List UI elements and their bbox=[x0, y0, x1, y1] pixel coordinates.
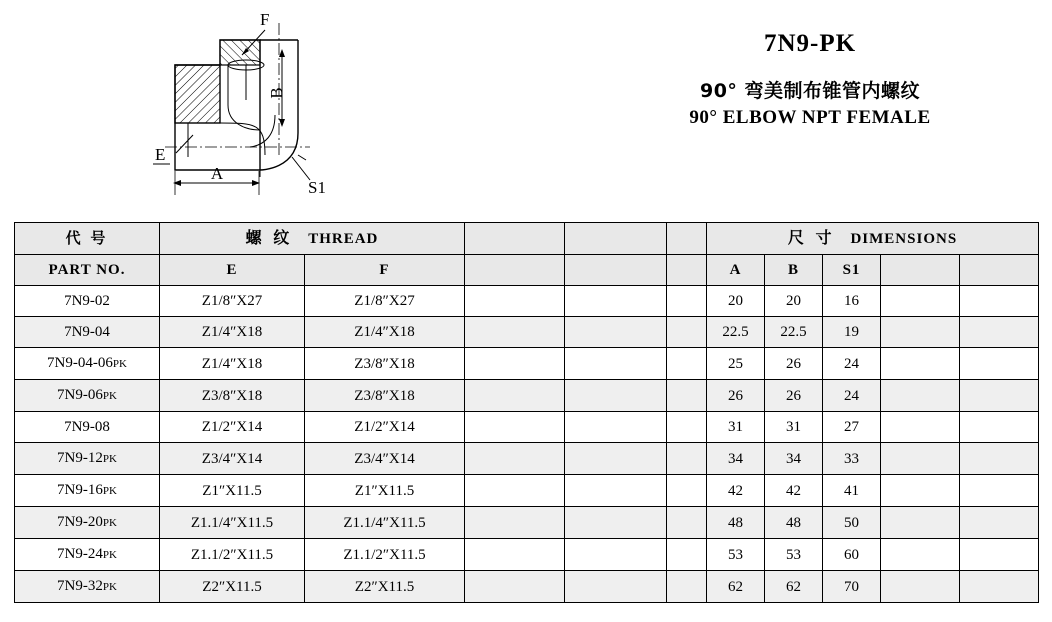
header-part-cn: 代 号 bbox=[15, 223, 160, 255]
cell-blank-3 bbox=[667, 317, 707, 348]
cell-part-no bbox=[15, 475, 160, 507]
part-no-text: 7N9-32 bbox=[57, 578, 103, 594]
header-col-f: F bbox=[305, 255, 465, 286]
cell-thread-e: Z1/4″X18 bbox=[160, 348, 305, 380]
cell-dim-b: 31 bbox=[765, 412, 823, 443]
cell-thread-f: Z1.1/4″X11.5 bbox=[305, 507, 465, 539]
header-dim-cn: 尺 寸 bbox=[787, 228, 835, 247]
label-a: A bbox=[210, 164, 224, 183]
cell-thread-f: Z3/4″X14 bbox=[305, 443, 465, 475]
cell-blank-5 bbox=[960, 286, 1039, 317]
cell-blank-4 bbox=[881, 507, 960, 539]
cell-part-no bbox=[15, 443, 160, 475]
cell-blank-5 bbox=[960, 348, 1039, 380]
header-blank-8 bbox=[960, 255, 1039, 286]
cell-dim-s1: 70 bbox=[823, 571, 881, 603]
cell-blank-3 bbox=[667, 475, 707, 507]
cell-blank-5 bbox=[960, 317, 1039, 348]
cell-blank-2 bbox=[565, 317, 667, 348]
part-no-text: 7N9-20 bbox=[57, 514, 103, 530]
cell-dim-a: 26 bbox=[707, 380, 765, 412]
cell-blank-5 bbox=[960, 507, 1039, 539]
cell-thread-e: Z1″X11.5 bbox=[160, 475, 305, 507]
cell-dim-s1: 24 bbox=[823, 380, 881, 412]
cell-thread-e: Z1/2″X14 bbox=[160, 412, 305, 443]
part-no-suffix: PK bbox=[102, 549, 117, 561]
part-no-text: 7N9-04 bbox=[64, 324, 110, 340]
cell-dim-b: 22.5 bbox=[765, 317, 823, 348]
cell-dim-a: 62 bbox=[707, 571, 765, 603]
cell-thread-e: Z3/4″X14 bbox=[160, 443, 305, 475]
part-no-text: 7N9-08 bbox=[64, 419, 110, 435]
cell-blank-2 bbox=[565, 380, 667, 412]
header-blank-6 bbox=[667, 255, 707, 286]
cell-blank-1 bbox=[465, 348, 565, 380]
part-no-suffix: PK bbox=[102, 390, 117, 402]
part-no-text: 7N9-06 bbox=[57, 387, 103, 403]
cell-blank-2 bbox=[565, 443, 667, 475]
cell-blank-3 bbox=[667, 507, 707, 539]
cell-blank-2 bbox=[565, 412, 667, 443]
cell-blank-1 bbox=[465, 317, 565, 348]
part-no-suffix: PK bbox=[102, 581, 117, 593]
label-e: E bbox=[155, 145, 166, 164]
cell-thread-f: Z1.1/2″X11.5 bbox=[305, 539, 465, 571]
label-b: B bbox=[267, 87, 286, 99]
cell-part-no bbox=[15, 286, 160, 317]
spec-table-body bbox=[15, 286, 1039, 603]
cell-blank-4 bbox=[881, 475, 960, 507]
part-no-text: 7N9-16 bbox=[57, 482, 103, 498]
model-number: 7N9-PK bbox=[763, 30, 857, 57]
table-row bbox=[15, 507, 1039, 539]
cell-part-no bbox=[15, 571, 160, 603]
cell-part-no bbox=[15, 412, 160, 443]
header-blank-5 bbox=[565, 255, 667, 286]
cell-dim-a: 48 bbox=[707, 507, 765, 539]
header-dim-en: DIMENSIONS bbox=[850, 231, 958, 247]
cell-part-no bbox=[15, 317, 160, 348]
cell-dim-a: 34 bbox=[707, 443, 765, 475]
cell-dim-a: 31 bbox=[707, 412, 765, 443]
table-row bbox=[15, 317, 1039, 348]
part-no-suffix: PK bbox=[102, 485, 117, 497]
cell-blank-1 bbox=[465, 443, 565, 475]
table-header-row-top bbox=[15, 223, 1039, 255]
cell-part-no bbox=[15, 380, 160, 412]
title-chinese: 90° 弯美制布锥管内螺纹 bbox=[699, 80, 921, 102]
cell-dim-s1: 50 bbox=[823, 507, 881, 539]
cell-thread-e: Z1.1/2″X11.5 bbox=[160, 539, 305, 571]
cell-thread-f: Z1/8″X27 bbox=[305, 286, 465, 317]
cell-dim-a: 25 bbox=[707, 348, 765, 380]
cell-thread-f: Z1″X11.5 bbox=[305, 475, 465, 507]
cell-dim-a: 22.5 bbox=[707, 317, 765, 348]
cell-thread-e: Z1/8″X27 bbox=[160, 286, 305, 317]
cell-blank-4 bbox=[881, 571, 960, 603]
cell-part-no bbox=[15, 348, 160, 380]
table-row bbox=[15, 348, 1039, 380]
table-row bbox=[15, 380, 1039, 412]
header-dimensions bbox=[707, 223, 1039, 255]
label-s1: S1 bbox=[308, 178, 326, 197]
cell-blank-2 bbox=[565, 348, 667, 380]
cell-blank-1 bbox=[465, 507, 565, 539]
cell-blank-2 bbox=[565, 475, 667, 507]
cell-blank-3 bbox=[667, 348, 707, 380]
cell-dim-b: 48 bbox=[765, 507, 823, 539]
header-blank-7 bbox=[881, 255, 960, 286]
cell-blank-5 bbox=[960, 443, 1039, 475]
cell-blank-5 bbox=[960, 475, 1039, 507]
header-col-s1: S1 bbox=[823, 255, 881, 286]
table-row bbox=[15, 412, 1039, 443]
cell-blank-2 bbox=[565, 286, 667, 317]
cell-dim-b: 34 bbox=[765, 443, 823, 475]
cell-dim-s1: 27 bbox=[823, 412, 881, 443]
cell-dim-b: 26 bbox=[765, 380, 823, 412]
cell-dim-s1: 16 bbox=[823, 286, 881, 317]
part-no-suffix: PK bbox=[112, 358, 127, 370]
cell-thread-e: Z2″X11.5 bbox=[160, 571, 305, 603]
cell-blank-4 bbox=[881, 380, 960, 412]
cell-blank-4 bbox=[881, 286, 960, 317]
cell-thread-f: Z2″X11.5 bbox=[305, 571, 465, 603]
cell-dim-s1: 41 bbox=[823, 475, 881, 507]
cell-blank-5 bbox=[960, 571, 1039, 603]
cell-blank-3 bbox=[667, 380, 707, 412]
header-blank-1 bbox=[465, 223, 565, 255]
table-row bbox=[15, 443, 1039, 475]
cell-thread-e: Z1/4″X18 bbox=[160, 317, 305, 348]
table-row bbox=[15, 539, 1039, 571]
cell-dim-b: 62 bbox=[765, 571, 823, 603]
cell-dim-s1: 19 bbox=[823, 317, 881, 348]
table-row bbox=[15, 475, 1039, 507]
part-no-text: 7N9-12 bbox=[57, 450, 103, 466]
cell-blank-1 bbox=[465, 286, 565, 317]
header-blank-4 bbox=[465, 255, 565, 286]
cell-blank-4 bbox=[881, 443, 960, 475]
elbow-fitting-diagram bbox=[60, 5, 390, 205]
cell-dim-b: 42 bbox=[765, 475, 823, 507]
header-thread-en: THREAD bbox=[308, 231, 379, 247]
cell-blank-1 bbox=[465, 571, 565, 603]
header-blank-3 bbox=[667, 223, 707, 255]
cell-dim-a: 53 bbox=[707, 539, 765, 571]
label-f: F bbox=[260, 10, 270, 29]
cell-blank-3 bbox=[667, 443, 707, 475]
cell-thread-f: Z3/8″X18 bbox=[305, 380, 465, 412]
spec-table-wrapper bbox=[14, 222, 1038, 603]
part-no-suffix: PK bbox=[102, 517, 117, 529]
header-thread-cn: 螺 纹 bbox=[245, 228, 293, 247]
header-part-en: PART NO. bbox=[15, 255, 160, 286]
cell-blank-4 bbox=[881, 539, 960, 571]
page-header bbox=[0, 0, 1052, 210]
header-blank-2 bbox=[565, 223, 667, 255]
cell-blank-5 bbox=[960, 539, 1039, 571]
header-col-a: A bbox=[707, 255, 765, 286]
cell-dim-b: 53 bbox=[765, 539, 823, 571]
cell-blank-4 bbox=[881, 412, 960, 443]
cell-dim-s1: 24 bbox=[823, 348, 881, 380]
cell-part-no bbox=[15, 539, 160, 571]
cell-thread-e: Z3/8″X18 bbox=[160, 380, 305, 412]
header-thread bbox=[160, 223, 465, 255]
cell-blank-3 bbox=[667, 412, 707, 443]
cell-blank-2 bbox=[565, 539, 667, 571]
cell-blank-1 bbox=[465, 412, 565, 443]
spec-table bbox=[14, 222, 1039, 603]
part-no-text: 7N9-02 bbox=[64, 293, 110, 309]
table-header-row-bottom bbox=[15, 255, 1039, 286]
product-drawing bbox=[60, 5, 390, 205]
cell-blank-5 bbox=[960, 380, 1039, 412]
cell-dim-s1: 60 bbox=[823, 539, 881, 571]
cell-dim-a: 42 bbox=[707, 475, 765, 507]
table-row bbox=[15, 571, 1039, 603]
cell-blank-2 bbox=[565, 507, 667, 539]
cell-thread-f: Z1/2″X14 bbox=[305, 412, 465, 443]
part-no-text: 7N9-04-06 bbox=[47, 355, 113, 371]
part-no-text: 7N9-24 bbox=[57, 546, 103, 562]
cell-thread-f: Z3/8″X18 bbox=[305, 348, 465, 380]
cell-blank-5 bbox=[960, 412, 1039, 443]
header-col-e: E bbox=[160, 255, 305, 286]
part-no-suffix: PK bbox=[102, 453, 117, 465]
cell-blank-3 bbox=[667, 286, 707, 317]
cell-thread-e: Z1.1/4″X11.5 bbox=[160, 507, 305, 539]
cell-dim-a: 20 bbox=[707, 286, 765, 317]
cell-blank-3 bbox=[667, 571, 707, 603]
cell-blank-1 bbox=[465, 380, 565, 412]
cell-blank-1 bbox=[465, 539, 565, 571]
title-block bbox=[600, 30, 1020, 129]
cell-blank-4 bbox=[881, 348, 960, 380]
table-row bbox=[15, 286, 1039, 317]
cell-part-no bbox=[15, 507, 160, 539]
cell-dim-b: 26 bbox=[765, 348, 823, 380]
cell-dim-s1: 33 bbox=[823, 443, 881, 475]
cell-blank-3 bbox=[667, 539, 707, 571]
title-english: 90° ELBOW NPT FEMALE bbox=[689, 107, 931, 128]
cell-dim-b: 20 bbox=[765, 286, 823, 317]
cell-blank-2 bbox=[565, 571, 667, 603]
header-col-b: B bbox=[765, 255, 823, 286]
cell-blank-1 bbox=[465, 475, 565, 507]
cell-blank-4 bbox=[881, 317, 960, 348]
cell-thread-f: Z1/4″X18 bbox=[305, 317, 465, 348]
